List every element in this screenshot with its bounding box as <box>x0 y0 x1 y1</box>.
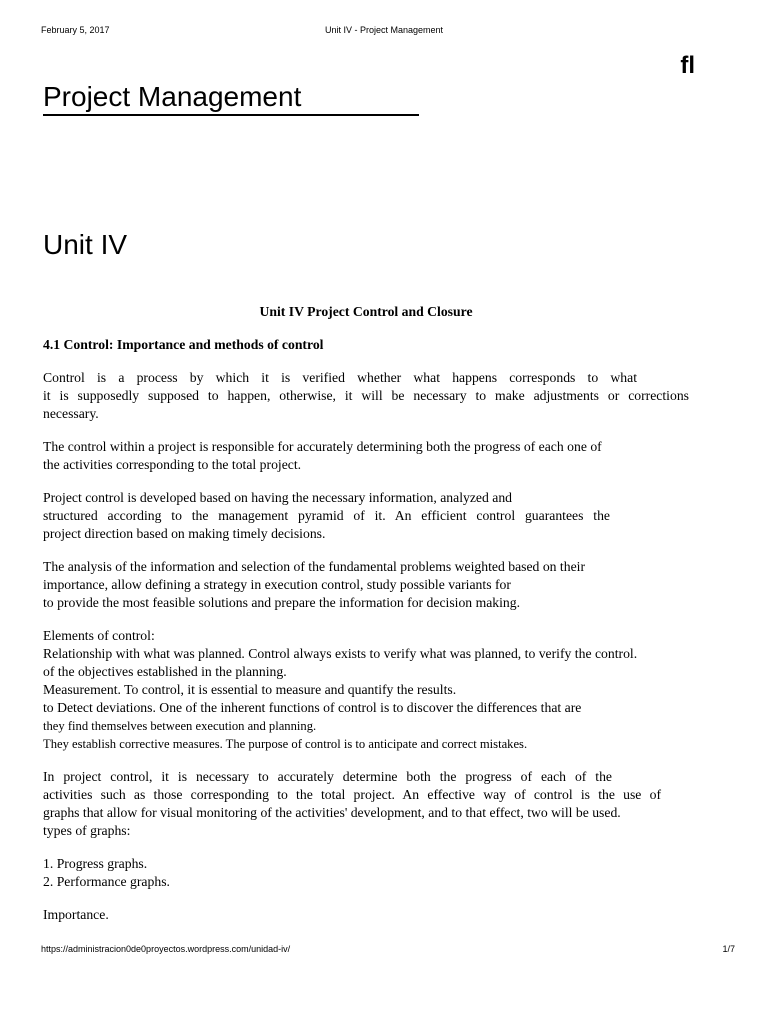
text-line: graphs that allow for visual monitoring of the activities' development, and to that effect, two will be used. <box>43 805 621 820</box>
paragraph <box>43 627 689 753</box>
unit-heading: Unit IV <box>43 229 128 260</box>
text-line: necessary. <box>43 406 99 421</box>
text-line: Project control is developed based on having the necessary information, analyzed and <box>43 490 513 505</box>
text-line: The analysis of the information and selection of the fundamental problems weighted based on their <box>43 559 586 574</box>
text-line: the activities corresponding to the total project. <box>43 457 302 472</box>
print-date: February 5, 2017 <box>41 25 110 35</box>
text-line: Control is a process by which it is verified whether what happens corresponds to what <box>43 370 637 385</box>
list-item: 1. Progress graphs. <box>43 856 148 871</box>
print-page-title: Unit IV - Project Management <box>324 25 444 35</box>
text-line: they find themselves between execution and planning. <box>43 719 317 733</box>
text-line: The control within a project is responsible for accurately determining both the progress of each one of <box>43 439 602 454</box>
site-title[interactable]: Project Management <box>43 80 419 116</box>
article-title: Unit IV Project Control and Closure <box>259 304 473 319</box>
text-line: it is supposedly supposed to happen, otherwise, it will be necessary to make adjustments or corrections <box>43 388 689 403</box>
text-line: They establish corrective measures. The purpose of control is to anticipate and correct mistakes. <box>43 737 528 751</box>
page-number: 1/7 <box>722 944 735 954</box>
text-line: Measurement. To control, it is essential to measure and quantify the results. <box>43 682 457 697</box>
numbered-list <box>43 855 689 891</box>
article-body <box>43 303 689 939</box>
text-line: structured according to the management pyramid of it. An efficient control guarantees the <box>43 508 610 523</box>
paragraph <box>43 369 689 423</box>
text-line: Elements of control: <box>43 628 155 643</box>
list-item: 2. Performance graphs. <box>43 874 170 889</box>
text-line: In project control, it is necessary to accurately determine both the progress of each of the <box>43 769 612 784</box>
paragraph <box>43 438 689 474</box>
text-line: project direction based on making timely decisions. <box>43 526 326 541</box>
corner-mark: fl <box>680 52 695 79</box>
section-heading: 4.1 Control: Importance and methods of control <box>43 337 324 352</box>
text-line: activities such as those corresponding to the total project. An effective way of control is the use of <box>43 787 661 802</box>
text-line: Importance. <box>43 907 109 922</box>
paragraph <box>43 906 689 924</box>
text-line: of the objectives established in the planning. <box>43 664 287 679</box>
paragraph <box>43 558 689 612</box>
text-line: to Detect deviations. One of the inherent functions of control is to discover the differences that are <box>43 700 582 715</box>
text-line: to provide the most feasible solutions and prepare the information for decision making. <box>43 595 521 610</box>
text-line: Relationship with what was planned. Control always exists to verify what was planned, to verify the control. <box>43 646 638 661</box>
print-url[interactable]: https://administracion0de0proyectos.wordpress.com/unidad-iv/ <box>41 944 291 954</box>
paragraph <box>43 768 689 840</box>
text-line: types of graphs: <box>43 823 131 838</box>
paragraph <box>43 489 689 543</box>
text-line: importance, allow defining a strategy in execution control, study possible variants for <box>43 577 511 592</box>
